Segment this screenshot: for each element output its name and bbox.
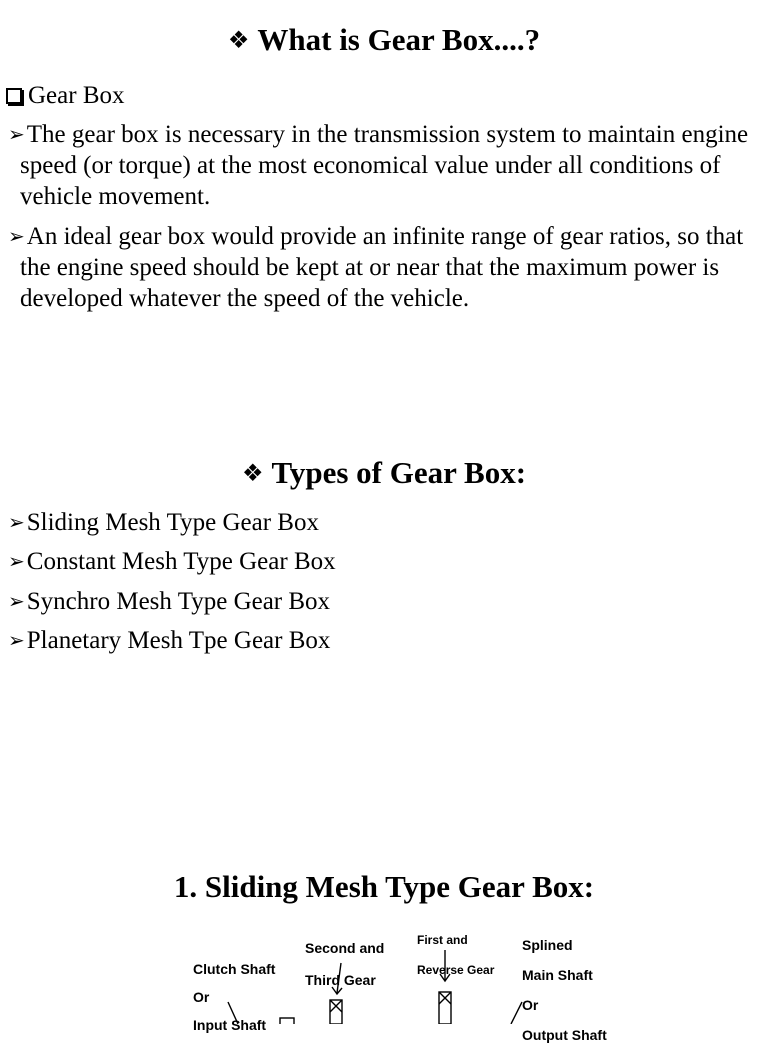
section1-title [0,22,768,61]
gear-box-subheading [6,80,762,111]
sliding-mesh-diagram [150,910,650,1043]
arrow-splined-shaft [511,1002,522,1024]
section3-title [0,869,768,905]
label-line: Or [193,989,210,1005]
gear-block [439,992,451,1024]
type-list-item [8,586,764,617]
gear-hatch [330,1000,342,1012]
paragraph-1-text: The gear box is necessary in the transmission system to maintain engine speed (or torque) at the most economical value under all conditions of vehicle movement. [20,121,749,210]
gear-block [330,1000,342,1024]
label-line: Third Gear [305,972,376,988]
type-item-text: Constant Mesh Type Gear Box [26,548,336,575]
label-line: Clutch Shaft [193,961,276,977]
section2-title [0,455,768,494]
type-item-text: Synchro Mesh Type Gear Box [26,588,331,615]
square-bullet-icon [6,88,22,104]
type-item-text: Sliding Mesh Type Gear Box [26,509,319,536]
paragraph-2-text: An ideal gear box would provide an infinite range of gear ratios, so that the engine speed should be kept at or near that the maximum power is developed whatever the speed of the vehicle. [20,223,744,312]
paragraph-2 [8,221,768,314]
gearbox-drawing [150,910,650,1024]
label-line: Second and [305,940,385,956]
label-line: Output Shaft [522,1027,607,1043]
diamond-bullet-icon: ❖ [227,28,250,54]
gear-block [280,1018,294,1024]
subheading-text: Gear Box [28,82,125,109]
type-item-text: Planetary Mesh Tpe Gear Box [26,627,331,654]
diamond-bullet-icon: ❖ [241,461,264,487]
arrow-second-third [337,963,341,993]
paragraph-1 [8,119,768,212]
gear-hatch [439,992,451,1004]
type-list-item [8,546,764,577]
type-list-item [8,507,764,538]
section2-title-text: Types of Gear Box: [271,455,527,490]
arrow-clutch-shaft [228,1002,238,1024]
arrow-bullet-icon: ➢ [8,122,25,146]
label-line: Reverse Gear [417,963,495,977]
type-list-item [8,625,764,656]
section1-title-text: What is Gear Box....? [257,22,541,57]
arrow-bullet-icon: ➢ [8,549,25,573]
label-line: Splined [522,937,573,953]
label-line: Main Shaft [522,967,593,983]
arrow-bullet-icon: ➢ [8,510,25,534]
arrow-bullet-icon: ➢ [8,628,25,652]
label-line: Or [522,997,539,1013]
label-line: First and [417,933,468,947]
label-line: Input Shaft [193,1017,267,1033]
arrow-bullet-icon: ➢ [8,589,25,613]
arrow-bullet-icon: ➢ [8,224,25,248]
section3-title-text: 1. Sliding Mesh Type Gear Box: [173,869,595,904]
